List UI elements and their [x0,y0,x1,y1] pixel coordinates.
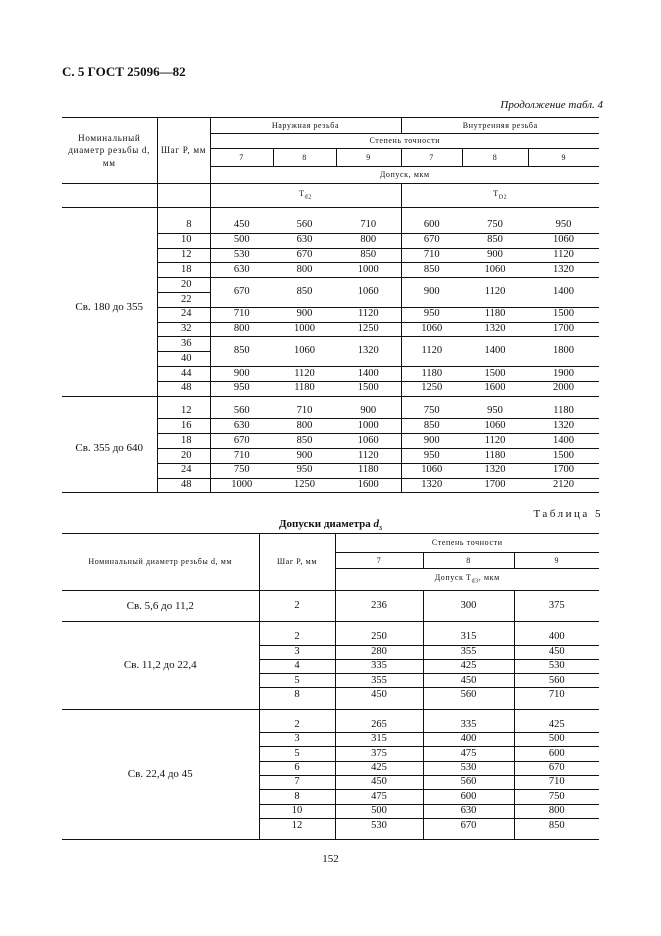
value-cell: 1400 [462,337,528,367]
value-cell: 850 [336,248,401,263]
value-cell: 1800 [528,337,599,367]
header-grade-7: 7 [210,149,273,167]
pitch-cell: 44 [157,366,210,381]
value-cell: 630 [210,419,273,434]
value-cell: 1320 [528,263,599,278]
value-cell: 1180 [462,448,528,463]
t5-pitch-cell: 5 [259,747,335,761]
t5-value-cell: 375 [514,600,599,614]
value-cell: 1120 [462,278,528,308]
t5-value-cell: 850 [514,818,599,832]
value-cell: 900 [462,248,528,263]
t5-value-cell: 375 [335,747,423,761]
value-cell: 1320 [528,419,599,434]
table-row [62,219,599,234]
value-cell: 1900 [528,366,599,381]
t5-value-cell: 425 [423,659,514,673]
t5-value-cell: 250 [335,631,423,645]
value-cell: 1400 [528,278,599,308]
t5-pitch-cell: 12 [259,818,335,832]
value-cell: 900 [210,366,273,381]
t5-header-accuracy-grade: Степень точности [335,534,599,553]
pitch-cell: 18 [157,434,210,449]
value-cell: 1060 [528,233,599,248]
value-cell: 500 [210,233,273,248]
t5-value-cell: 450 [335,775,423,789]
value-cell: 1180 [273,381,336,396]
value-cell: 710 [273,404,336,419]
value-cell: 1180 [528,404,599,419]
value-cell: 670 [210,434,273,449]
t5-header-grade-9: 9 [514,553,599,569]
t5-value-cell: 425 [514,718,599,732]
value-cell: 1180 [336,463,401,478]
value-cell: 900 [401,434,462,449]
value-cell: 1500 [336,381,401,396]
t5-value-cell: 315 [423,631,514,645]
table-5 [62,533,599,840]
t5-header-pitch: Шаг P, мм [259,534,335,591]
value-cell: 1060 [273,337,336,367]
value-cell: 1500 [528,307,599,322]
t5-value-cell: 450 [335,688,423,702]
t5-value-cell: 400 [514,631,599,645]
pitch-cell: 10 [157,233,210,248]
value-cell: 1400 [336,366,401,381]
pitch-cell: 22 [157,292,210,307]
t5-pitch-cell: 10 [259,804,335,818]
table-row [62,404,599,419]
pitch-cell: 20 [157,448,210,463]
header-tolerance: Допуск, мкм [210,167,599,184]
value-cell: 950 [273,463,336,478]
value-cell: 850 [273,434,336,449]
table-5-title: Допуски диаметра $d_3$ [278,518,383,533]
t5-value-cell: 236 [335,600,423,614]
t5-value-cell: 300 [423,600,514,614]
page-number: 152 [322,853,339,865]
value-cell: 950 [462,404,528,419]
t5-pitch-cell: 2 [259,631,335,645]
value-cell: 950 [401,307,462,322]
value-cell: 1500 [528,448,599,463]
value-cell: 1120 [528,248,599,263]
t5-header-grade-8: 8 [423,553,514,569]
pitch-cell: 48 [157,478,210,493]
t5-pitch-cell: 8 [259,790,335,804]
pitch-cell: 24 [157,307,210,322]
header-outer-thread: Наружная резьба [210,118,401,134]
value-cell: 560 [273,219,336,234]
header-inner-thread: Внутренняя резьба [401,118,599,134]
value-cell: 750 [401,404,462,419]
value-cell: 1060 [462,419,528,434]
pitch-cell: 8 [157,219,210,234]
value-cell: 750 [462,219,528,234]
header-grade-7: 7 [401,149,462,167]
value-cell: 1250 [336,322,401,337]
value-cell: 850 [462,233,528,248]
value-cell: 1700 [462,478,528,493]
t5-pitch-cell: 2 [259,600,335,614]
t5-value-cell: 500 [335,804,423,818]
t5-value-cell: 560 [423,688,514,702]
value-cell: 850 [401,263,462,278]
t5-value-cell: 475 [335,790,423,804]
value-cell: 800 [273,419,336,434]
value-cell: 1600 [462,381,528,396]
value-cell: 900 [273,307,336,322]
t5-value-cell: 530 [514,659,599,673]
header-accuracy-grade: Степень точности [210,134,599,149]
t5-value-cell: 600 [514,747,599,761]
header-grade-9: 9 [528,149,599,167]
value-cell: 1060 [336,278,401,308]
row-group-label: Св. 5,6 до 11,2 [62,591,259,622]
row-group-label: Св. 11,2 до 22,4 [62,622,259,709]
pitch-cell: 12 [157,404,210,419]
value-cell: 670 [401,233,462,248]
value-cell: 1320 [336,337,401,367]
t5-value-cell: 800 [514,804,599,818]
value-cell: 560 [210,404,273,419]
value-cell: 1320 [401,478,462,493]
value-cell: 1320 [462,322,528,337]
value-cell: 1600 [336,478,401,493]
value-cell: 450 [210,219,273,234]
value-cell: 1180 [462,307,528,322]
value-cell: 950 [528,219,599,234]
t5-value-cell: 670 [514,761,599,775]
value-cell: 1060 [401,322,462,337]
value-cell: 850 [210,337,273,367]
value-cell: 1000 [210,478,273,493]
value-cell: 950 [401,448,462,463]
t5-header-nominal-diameter: Номинальный диаметр резьбы d, мм [62,534,259,591]
table-5-label: Таблица 5 [533,508,603,520]
pitch-cell: 48 [157,381,210,396]
value-cell: 1320 [462,463,528,478]
value-cell: 800 [210,322,273,337]
t5-value-cell: 315 [335,733,423,747]
t5-pitch-cell: 3 [259,733,335,747]
pitch-cell: 18 [157,263,210,278]
t5-header-grade-7: 7 [335,553,423,569]
t5-value-cell: 670 [423,818,514,832]
value-cell: 2000 [528,381,599,396]
value-cell: 850 [273,278,336,308]
t5-value-cell: 710 [514,775,599,789]
table-4 [62,117,599,493]
t5-value-cell: 425 [335,761,423,775]
value-cell: 900 [336,404,401,419]
table-continuation-note: Продолжение табл. 4 [500,99,603,111]
t5-value-cell: 475 [423,747,514,761]
value-cell: 1120 [336,448,401,463]
pitch-cell: 20 [157,278,210,293]
t5-value-cell: 530 [423,761,514,775]
t5-value-cell: 400 [423,733,514,747]
t5-value-cell: 335 [335,659,423,673]
t5-value-cell: 750 [514,790,599,804]
t5-value-cell: 280 [335,645,423,659]
value-cell: 1180 [401,366,462,381]
t5-value-cell: 265 [335,718,423,732]
value-cell: 630 [273,233,336,248]
value-cell: 900 [401,278,462,308]
value-cell: 800 [336,233,401,248]
t5-value-cell: 355 [335,674,423,688]
value-cell: 2120 [528,478,599,493]
t5-pitch-cell: 4 [259,659,335,673]
t5-pitch-cell: 2 [259,718,335,732]
pitch-cell: 12 [157,248,210,263]
pitch-cell: 32 [157,322,210,337]
value-cell: 1500 [462,366,528,381]
header-nominal-diameter: Номинальный диаметр резьбы d, мм [62,118,157,184]
value-cell: 900 [273,448,336,463]
page-header: С. 5 ГОСТ 25096—82 [62,64,186,79]
value-cell: 1700 [528,463,599,478]
value-cell: 1000 [336,263,401,278]
value-cell: 800 [273,263,336,278]
t5-value-cell: 450 [423,674,514,688]
t5-value-cell: 500 [514,733,599,747]
value-cell: 1120 [462,434,528,449]
value-cell: 1120 [336,307,401,322]
value-cell: 1400 [528,434,599,449]
t5-value-cell: 560 [514,674,599,688]
pitch-cell: 24 [157,463,210,478]
header-grade-9: 9 [336,149,401,167]
t5-header-tolerance: Допуск $T_{d3}$, мкм [335,569,599,591]
header-grade-8: 8 [273,149,336,167]
value-cell: 850 [401,419,462,434]
t5-value-cell: 335 [423,718,514,732]
t5-pitch-cell: 6 [259,761,335,775]
value-cell: 630 [210,263,273,278]
value-cell: 1060 [336,434,401,449]
t5-value-cell: 355 [423,645,514,659]
header-pitch: Шаг P, мм [157,118,210,184]
header-symbol-inner: $T_{D2}$ [401,184,599,208]
header-symbol-outer: $T_{d2}$ [210,184,401,208]
value-cell: 1250 [273,478,336,493]
t5-value-cell: 630 [423,804,514,818]
value-cell: 1700 [528,322,599,337]
value-cell: 710 [336,219,401,234]
value-cell: 1000 [273,322,336,337]
t5-value-cell: 450 [514,645,599,659]
value-cell: 710 [210,307,273,322]
value-cell: 1120 [401,337,462,367]
value-cell: 600 [401,219,462,234]
value-cell: 750 [210,463,273,478]
row-group-label: Св. 180 до 355 [62,219,157,397]
t5-value-cell: 530 [335,818,423,832]
value-cell: 1120 [273,366,336,381]
value-cell: 1060 [401,463,462,478]
t5-value-cell: 710 [514,688,599,702]
t5-value-cell: 600 [423,790,514,804]
value-cell: 710 [401,248,462,263]
value-cell: 710 [210,448,273,463]
value-cell: 1250 [401,381,462,396]
t5-pitch-cell: 5 [259,674,335,688]
header-grade-8: 8 [462,149,528,167]
t5-pitch-cell: 8 [259,688,335,702]
pitch-cell: 40 [157,352,210,367]
row-group-label: Св. 355 до 640 [62,404,157,493]
t5-pitch-cell: 3 [259,645,335,659]
value-cell: 670 [273,248,336,263]
pitch-cell: 36 [157,337,210,352]
value-cell: 670 [210,278,273,308]
value-cell: 950 [210,381,273,396]
value-cell: 1000 [336,419,401,434]
row-group-label: Св. 22,4 до 45 [62,709,259,839]
value-cell: 530 [210,248,273,263]
t5-value-cell: 560 [423,775,514,789]
value-cell: 1060 [462,263,528,278]
pitch-cell: 16 [157,419,210,434]
t5-pitch-cell: 7 [259,775,335,789]
